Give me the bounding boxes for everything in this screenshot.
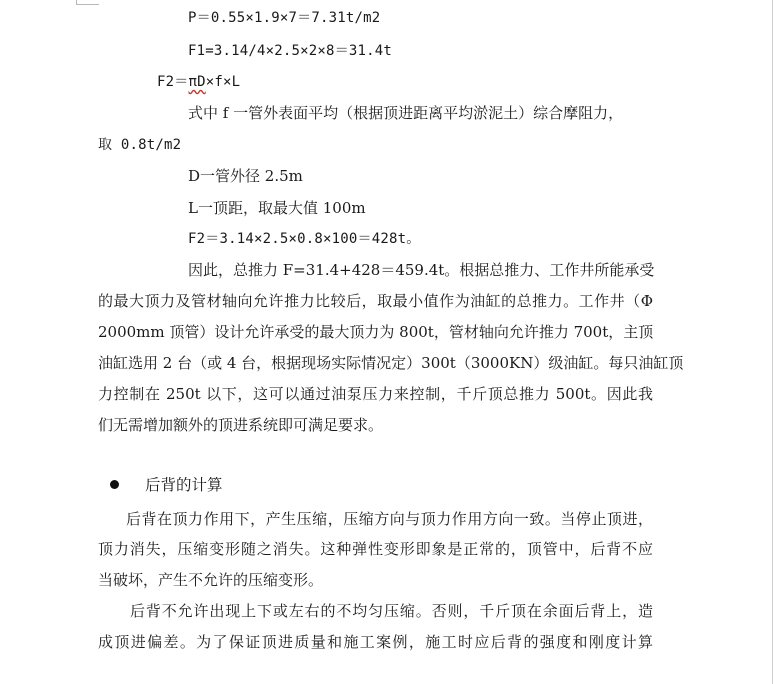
- definition-f-line1: 式中 f 一管外表面平均（根据顶进距离平均淤泥土）综合摩阻力，: [188, 104, 624, 122]
- conclusion-line-1: 因此，总推力 F=31.4+428＝459.4t。根据总推力、工作井所能承受: [188, 261, 655, 279]
- section-heading: 后背的计算: [145, 476, 223, 494]
- paragraph2-line-2: 成顶进偏差。为了保证顶进质量和施工案例，施工时应后背的强度和刚度计算: [98, 633, 653, 651]
- formula-f2: [157, 72, 240, 92]
- conclusion-line-5: 力控制在 250t 以下，这可以通过油泵压力来控制，千斤顶总推力 500t。因此我: [98, 385, 653, 403]
- paragraph1-line-1: 后背在顶力作用下，产生压缩，压缩方向与顶力作用方向一致。当停止顶进，: [126, 510, 653, 528]
- paragraph1-line-3: 当破坏，产生不允许的压缩变形。: [98, 571, 324, 589]
- conclusion-line-3: 2000mm 顶管）设计允许承受的最大顶力为 800t，管材轴向允许推力 700t，主顶: [98, 323, 654, 341]
- conclusion-line-6: 们无需增加额外的顶进系统即可满足要求。: [98, 416, 384, 434]
- formula-f2-prefix: F2＝: [157, 74, 189, 90]
- formula-f2-result: F2＝3.14×2.5×0.8×100＝428t。: [188, 231, 421, 247]
- page-corner-mark: [76, 0, 99, 5]
- paragraph1-line-2: 顶力消失，压缩变形随之消失。这种弹性变形即象是正常的，顶管中，后背不应: [98, 540, 653, 558]
- definition-l: L一顶距，取最大值 100m: [188, 199, 366, 217]
- bullet-icon: [110, 480, 119, 489]
- formula-f2-suffix: ×f×L: [205, 74, 241, 90]
- definition-d: D一管外径 2.5m: [188, 167, 303, 185]
- conclusion-line-2: 的最大顶力及管材轴向允许推力比较后，取最小值作为油缸的总推力。工作井（Φ: [98, 292, 653, 310]
- paragraph2-line-1: 后背不允许出现上下或左右的不均匀压缩。否则，千斤顶在余面后背上，造: [130, 602, 653, 620]
- formula-p: P＝0.55×1.9×7＝7.31t/m2: [188, 10, 381, 26]
- formula-f1: F1=3.14/4×2.5×2×8＝31.4t: [188, 43, 393, 59]
- formula-f2-symbol: πD: [188, 74, 206, 90]
- conclusion-line-4: 油缸选用 2 台（或 4 台，根据现场实际情况定）300t（3000KN）级油缸。每只油缸顶: [98, 354, 684, 372]
- definition-f-line2: 取 0.8t/m2: [98, 137, 182, 153]
